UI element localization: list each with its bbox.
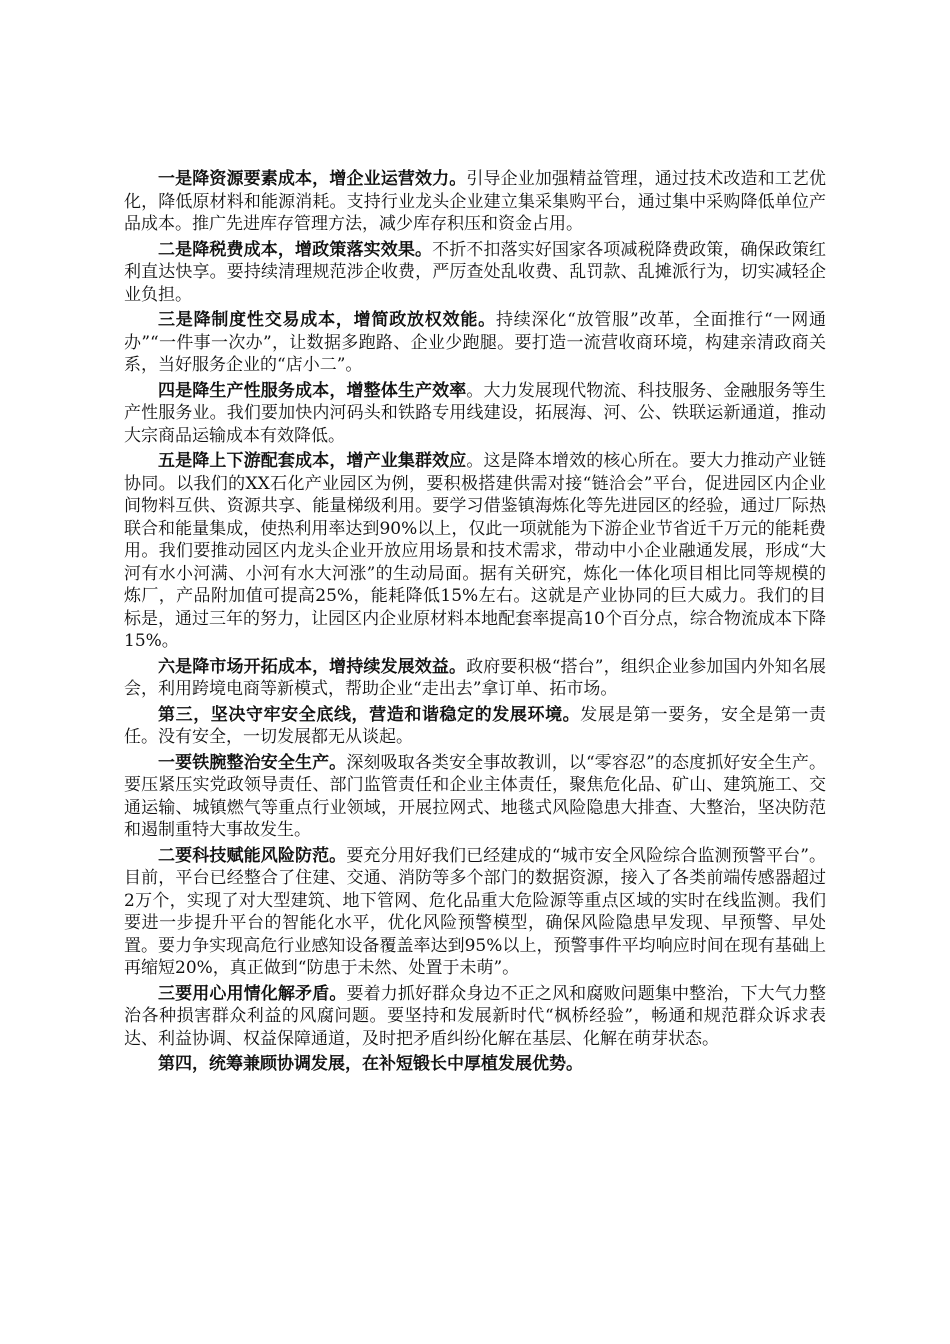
- paragraph-body: 。这是降本增效的核心所在。要大力推动产业链协同。以我们的XX石化产业园区为例，要积极搭建供需对接“链洽会”平台，促进园区内企业间物料互供、资源共享、能量梯级利用。要学习借鉴镇海炼化等先进园区的经验，通过厂际热联合和能量集成，使热利用率达到90%以上，仅此一项就能为下游企业节省近千万元的能耗费用。我们要推动园区内龙头企业开放应用场景和技术需求，带动中小企业融通发展，形成“大河有水小河满、小河有水大河涨”的生动局面。据有关研究，炼化一体化项目相比同等规模的炼厂，产品附加值可提高25%，能耗降低15%左右。这就是产业协同的巨大威力。我们的目标是，通过三年的努力，让园区内企业原材料本地配套率提高10个百分点，综合物流成本下降15%。: [124, 451, 827, 651]
- paragraph-body: 要充分用好我们已经建成的“城市安全风险综合监测预警平台”。目前，平台已经整合了住建、交通、消防等多个部门的数据资源，接入了各类前端传感器超过2万个，实现了对大型建筑、地下管网、危化品重大危险源等重点区域的实时在线监测。我们要进一步提升平台的智能化水平，优化风险预警模型，确保风险隐患早发现、早预警、早处置。要力争实现高危行业感知设备覆盖率达到95%以上，预警事件平均响应时间在现有基础上再缩短20%，真正做到“防患于未然、处置于未萌”。: [124, 845, 827, 978]
- paragraph-body: 。大力发展现代物流、科技服务、金融服务等生产性服务业。我们要加快内河码头和铁路专用线建设，拓展海、河、公、铁联运新通道，推动大宗商品运输成本有效降低。: [124, 380, 827, 446]
- paragraph-body: 不折不扣落实好国家各项减税降费政策，确保政策红利直达快享。要持续清理规范涉企收费，严厉查处乱收费、乱罚款、乱摊派行为，切实减轻企业负担。: [124, 239, 827, 305]
- paragraph-body: 要着力抓好群众身边不正之风和腐败问题集中整治，下大气力整治各种损害群众利益的风腐问题。要坚持和发展新时代“枫桥经验”，畅通和规范群众诉求表达、利益协调、权益保障通道，及时把矛盾纠纷化解在基层、化解在萌芽状态。: [124, 983, 827, 1049]
- paragraph-body: 发展是第一要务，安全是第一责任。没有安全，一切发展都无从谈起。: [124, 704, 827, 747]
- paragraph-5: [124, 450, 826, 653]
- paragraph-3: [124, 309, 826, 377]
- paragraph-heading: 三要用心用情化解矛盾。: [158, 983, 347, 1004]
- paragraph-heading: 五是降上下游配套成本，增产业集群效应: [158, 451, 467, 471]
- paragraph-heading: 二要科技赋能风险防范。: [158, 845, 347, 866]
- paragraph-heading: 二是降税费成本，增政策落实效果。: [158, 239, 433, 260]
- paragraph-body: 引导企业加强精益管理，通过技术改造和工艺优化，降低原材料和能源消耗。支持行业龙头企业建立集采集购平台，通过集中采购降低单位产品成本。推广先进库存管理方法，减少库存积压和资金占用。: [124, 169, 827, 234]
- paragraph-9: [124, 845, 826, 980]
- section-heading: 第三，坚决守牢安全底线，营造和谐稳定的发展环境。: [158, 704, 581, 725]
- paragraph-10: [124, 983, 826, 1051]
- paragraph-heading: 六是降市场开拓成本，增持续发展效益。: [158, 656, 467, 677]
- paragraph-body: 持续深化“放管服”改革，全面推行“一网通办”“一件事一次办”，让数据多跑路、企业少跑腿。要打造一流营收商环境，构建亲清政商关系，当好服务企业的“店小二”。: [124, 310, 827, 375]
- paragraph-heading: 四是降生产性服务成本，增整体生产效率: [158, 380, 467, 401]
- paragraph-11: [124, 1053, 826, 1076]
- paragraph-4: [124, 380, 826, 448]
- paragraph-body: 深刻吸取各类安全事故教训，以“零容忍”的态度抓好安全生产。要压紧压实党政领导责任、部门监管责任和企业主体责任，聚焦危化品、矿山、建筑施工、交通运输、城镇燃气等重点行业领域，开展拉网式、地毯式风险隐患大排查、大整治，坚决防范和遏制重特大事故发生。: [124, 752, 827, 840]
- paragraph-7: [124, 704, 826, 749]
- paragraph-heading: 一要铁腕整治安全生产。: [158, 752, 347, 773]
- paragraph-heading: 三是降制度性交易成本，增简政放权效能。: [158, 310, 496, 330]
- paragraph-1: [124, 168, 826, 236]
- document-page: [124, 168, 826, 1079]
- paragraph-heading: 一是降资源要素成本，增企业运营效力。: [158, 169, 467, 189]
- paragraph-6: [124, 656, 826, 701]
- section-heading: 第四，统筹兼顾协调发展，在补短锻长中厚植发展优势。: [158, 1054, 583, 1074]
- paragraph-8: [124, 752, 826, 842]
- paragraph-body: 政府要积极“搭台”，组织企业参加国内外知名展会，利用跨境电商等新模式，帮助企业“走出去”拿订单、拓市场。: [124, 656, 827, 699]
- paragraph-2: [124, 239, 826, 307]
